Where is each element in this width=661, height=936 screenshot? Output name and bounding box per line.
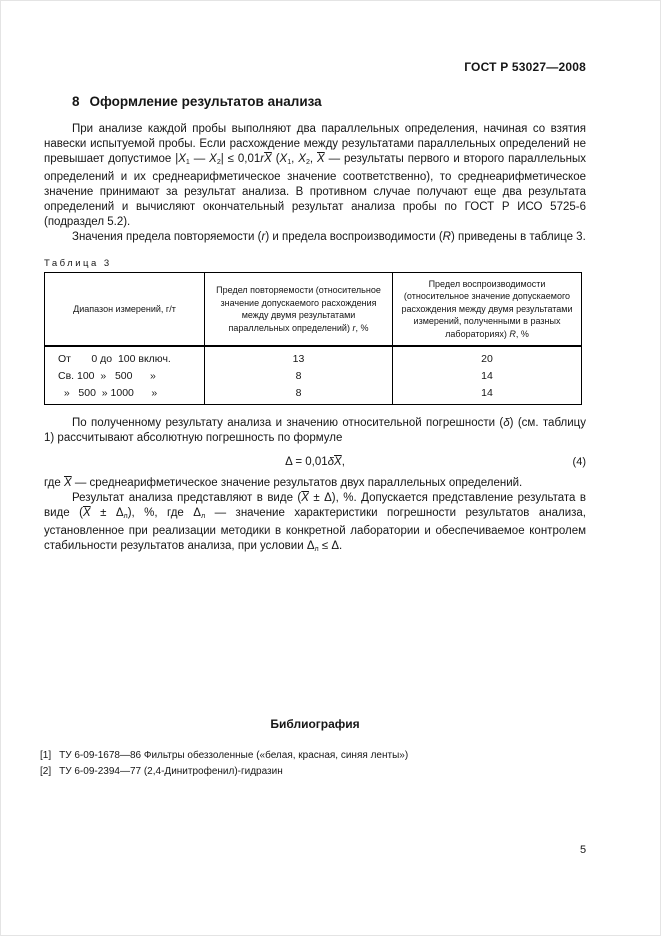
table-header-reproducibility: Предел воспроизводимости (относительное значение допускаемого расхождения между двумя результатами измерений, полученными в разных лабораториях) R, %: [393, 272, 582, 346]
bibliography-item: [40, 764, 586, 780]
table-cell-r: 8: [205, 367, 393, 384]
bibliography-text: ТУ 6-09-1678—86 Фильтры обеззоленные («белая, красная, синяя ленты»): [59, 750, 409, 762]
bibliography-item: [40, 748, 586, 764]
paragraph-where-clause: где $\overline{X}$ — среднеарифметическое значение результатов двух параллельных определений.: [44, 477, 523, 490]
bibliography-ref: [1]: [40, 750, 52, 762]
table-cell-range: » 500 » 1000 »: [45, 384, 205, 405]
paragraph-error-calc: По полученному результату анализа и значению относительной погрешности (δ) (см. таблицу 1) рассчитывают абсолютную погрешность по формуле: [44, 417, 586, 445]
table-cell-r: 8: [205, 384, 393, 405]
doc-code-header: ГОСТ Р 53027—2008: [464, 60, 586, 74]
table-label: Таблица 3: [44, 257, 112, 269]
equation-number: (4): [572, 456, 586, 469]
paragraph-analysis-rules: При анализе каждой пробы выполняют два параллельных определения, начиная со взятия навески испытуемой пробы. Если расхождение между результатами параллельных определений не превышает допустимое |X1 — $X2| \le 0,01r\overline{X}$ (X1, X2, $\overline{X}$ — результаты первого и второго параллельных определений и их среднеарифметическое значение соответственно), то среднеарифметическое значение принимают за результат анализа. В противном случае получают еще два результата определений и вычисляют окончательный результат анализа пробы по ГОСТ Р ИСО 5725-6 (подраздел 5.2).: [44, 123, 587, 228]
results-table: [44, 272, 582, 406]
table-cell-R: 20: [393, 346, 582, 367]
table-cell-r: 13: [205, 346, 393, 367]
bibliography-ref: [2]: [40, 766, 52, 778]
table-cell-range: Св. 100 » 500 »: [45, 367, 205, 384]
table-cell-R: 14: [393, 384, 582, 405]
page-content: [40, 0, 587, 780]
section-title: Оформление результатов анализа: [89, 94, 322, 109]
section-number: 8: [72, 94, 80, 109]
paragraph-limits-note: Значения предела повторяемости (r) и предела воспроизводимости (R) приведены в таблице 3.: [72, 230, 586, 243]
bibliography-list: [40, 748, 586, 780]
table-header-repeatability: Предел повторяемости (относительное значение допускаемого расхождения между двумя результатами параллельных определений) r, %: [205, 272, 393, 346]
table-cell-range: От 0 до 100 включ.: [45, 346, 205, 367]
paragraph-result-form: Результат анализа представляют в виде $(\overline{X} \pm \Delta)$, %. Допускается представление результата в виде $(\overline{X} \pm \Delta л)$, %, где Δл — значение характеристики погрешности результатов анализа, установленное при реализации методики в конкретной лаборатории и обеспечиваемое контролем стабильности результатов анализа, при условии Δл ≤ Δ.: [44, 492, 586, 554]
bibliography-title: Библиография: [270, 717, 360, 732]
section-heading: [44, 94, 586, 109]
table-cell-R: 14: [393, 367, 582, 384]
formula-block: [44, 453, 586, 471]
formula-expression: $\Delta = 0,01\delta\overline{X}$,: [285, 456, 345, 469]
table-row: [45, 346, 582, 367]
table-row: [45, 367, 582, 384]
bibliography-text: ТУ 6-09-2394—77 (2,4-Динитрофенил)-гидразин: [59, 766, 283, 778]
table-header-row: [45, 272, 582, 346]
table-row: [45, 384, 582, 405]
page-number: 5: [580, 844, 587, 856]
table-header-range: Диапазон измерений, г/т: [45, 272, 205, 346]
